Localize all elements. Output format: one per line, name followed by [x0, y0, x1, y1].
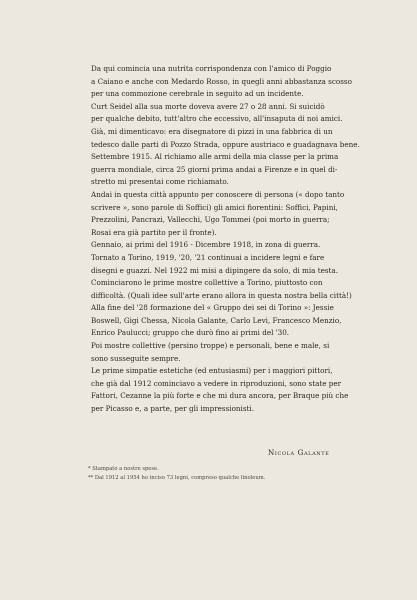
text-line: sono susseguite sempre.	[91, 353, 181, 363]
text-line: guerra mondiale, circa 25 giorni prima andai a Firenze e in quel di-	[91, 164, 338, 174]
paragraph	[84, 151, 340, 189]
text-line: per una commozione cerebrale in seguito ad un incidente.	[91, 89, 304, 99]
text-line: Andai in questa città appunto per conoscere di persona (« dopo tanto	[91, 189, 345, 199]
paragraph	[84, 302, 340, 340]
text-line: a Caiano e anche con Medardo Rosso, in quegli anni abbastanza scosso	[91, 76, 352, 86]
text-line: Gennaio, ai primi del 1916 - Dicembre 1918, in zona di guerra.	[91, 240, 321, 250]
text-line: Prezzolini, Pancrazi, Vallecchi, Ugo Tommei (poi morto in guerra;	[91, 215, 330, 225]
text-line: difficoltà. (Quali idee sull'arte erano allora in questa nostra bella città!)	[91, 290, 352, 300]
text-line: scrivere », sono parole di Soffici) gli amici fiorentini: Soffici, Papini,	[91, 202, 338, 212]
text-line: Enrico Paulucci; gruppo che durò fino ai primi del '30.	[91, 328, 290, 338]
text-line: Tornato a Torino, 1919, '20, '21 continuai a incidere legni e fare	[91, 252, 325, 262]
text-line: Curt Seidel alla sua morte doveva avere 27 o 28 anni. Si suicidò	[91, 101, 325, 111]
text-line: per qualche debito, tutt'altro che eccessivo, all'insaputa di noi amici.	[91, 114, 343, 124]
author-signature: Nicola Galante	[268, 448, 330, 457]
footnote: ** Dal 1912 al 1954 ho inciso 73 legni, compreso qualche linoleum.	[88, 475, 266, 481]
text-line: Da qui comincia una nutrita corrispondenza con l'amico di Poggio	[91, 64, 332, 73]
text-line: Poi mostre collettive (persino troppe) e personali, bene e male, si	[91, 341, 330, 351]
paragraph	[84, 239, 340, 252]
text-line: Alla fine del '28 formazione del « Gruppo dei sei di Torino »: Jessie	[91, 303, 334, 313]
text-line: Boswell, Gigi Chessa, Nicola Galante, Carlo Levi, Francesco Menzio,	[91, 315, 342, 325]
paragraph	[84, 252, 340, 277]
text-line: tedesco dalle parti di Pozzo Strada, oppure austriaco e guadagnava bene.	[91, 139, 360, 149]
text-line: disegni e guazzi. Nel 1922 mi misi a dipingere da solo, di mia testa.	[91, 265, 339, 275]
footnote: * Stampato a nostre spese.	[88, 466, 159, 472]
text-line: Rosai era già partito per il fronte).	[91, 227, 217, 237]
paragraph	[84, 277, 352, 302]
text-line: Le prime simpatie estetiche (ed entusiasmi) per i maggiori pittori,	[91, 366, 333, 376]
paragraph	[84, 101, 360, 151]
text-line: Settembre 1915. Al richiamo alle armi della mia classe per la prima	[91, 152, 339, 162]
text-line: stretto mi presentai come richiamato.	[91, 177, 229, 187]
body-text	[84, 63, 360, 416]
paragraph	[84, 63, 352, 101]
text-line: Cominciarono le prime mostre collettive a Torino, piuttosto con	[91, 278, 323, 288]
text-line: per Picasso e, a parte, per gli impressionisti.	[91, 404, 254, 414]
text-line: Fattori, Cezanne la più forte e che mi dura ancora, per Braque più che	[91, 391, 349, 401]
text-line: che già dal 1912 cominciavo a vedere in riproduzioni, sono state per	[91, 378, 342, 388]
paragraph	[84, 365, 349, 415]
text-line: Già, mi dimenticavo: era disegnatore di pizzi in una fabbrica di un	[91, 126, 333, 136]
paragraph	[84, 340, 340, 365]
paragraph	[84, 189, 345, 239]
footnotes	[88, 465, 348, 483]
